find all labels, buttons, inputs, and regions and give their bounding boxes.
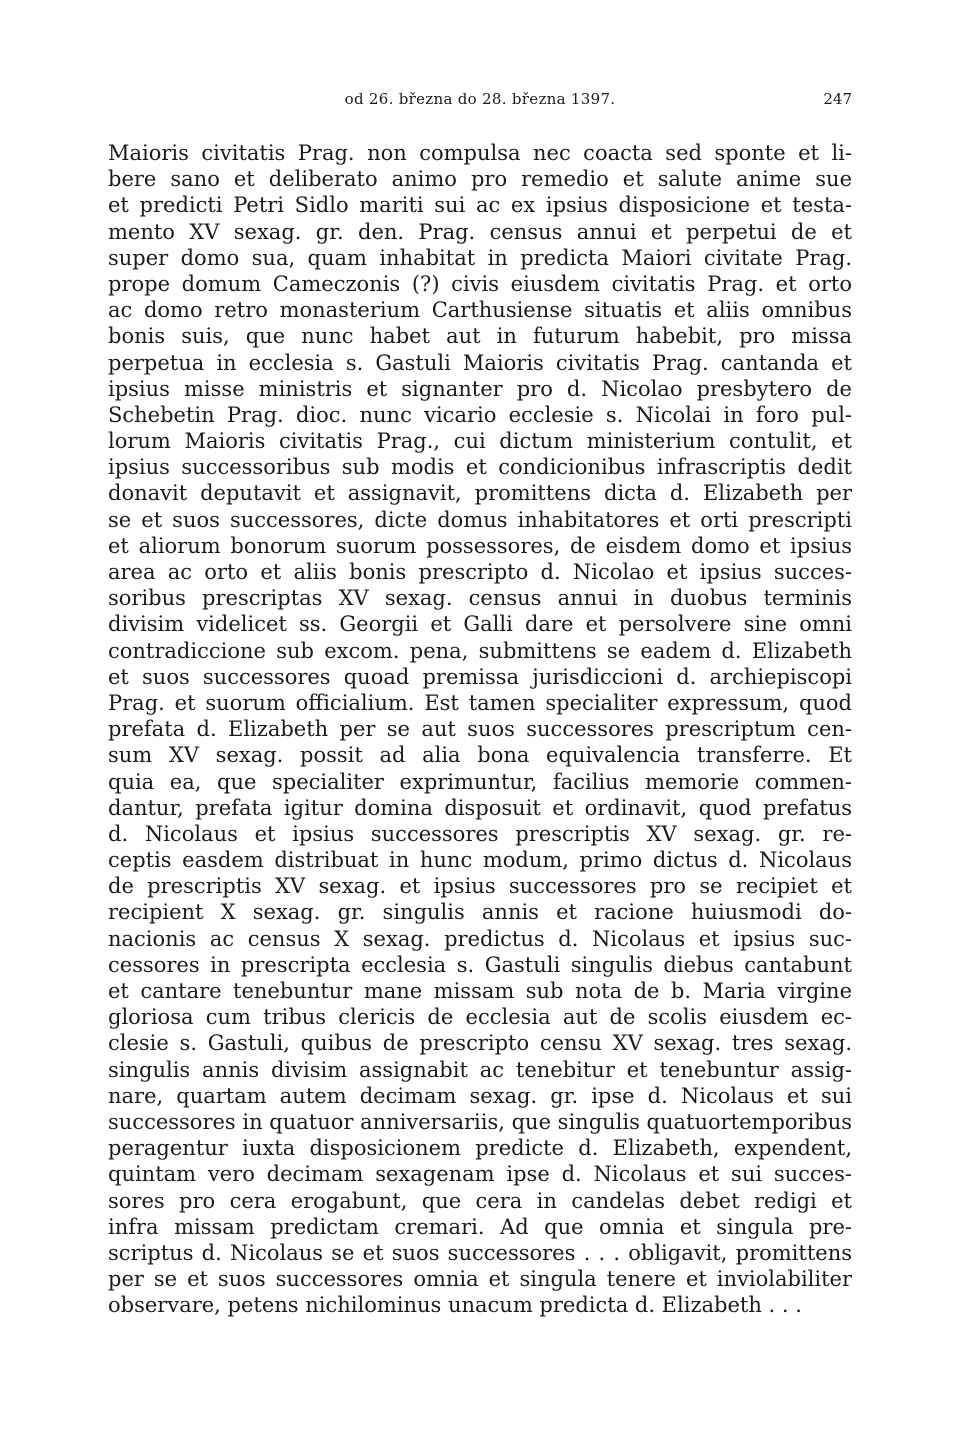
text-line: ceptis easdem distribuat in hunc modum, primo dictus d. Nicolaus bbox=[108, 848, 852, 873]
text-line: recipient X sexag. gr. singulis annis et racione huiusmodi do- bbox=[108, 900, 852, 925]
text-line: et suos successores quoad premissa jurisdiccioni d. archiepiscopi bbox=[108, 664, 852, 689]
body-text bbox=[108, 140, 852, 1318]
running-title: od 26. března do 28. března 1397. bbox=[344, 90, 616, 108]
text-line: contradiccione sub excom. pena, submittens se eadem d. Elizabeth bbox=[108, 638, 852, 663]
text-line: prefata d. Elizabeth per se aut suos successores prescriptum cen- bbox=[108, 717, 852, 742]
text-line: per se et suos successores omnia et singula tenere et inviolabiliter bbox=[108, 1267, 852, 1292]
text-line: se et suos successores, dicte domus inhabitatores et orti prescripti bbox=[108, 507, 852, 532]
text-line: scriptus d. Nicolaus se et suos successores . . . obligavit, promittens bbox=[108, 1240, 852, 1265]
text-line: ipsius misse ministris et signanter pro d. Nicolao presbytero de bbox=[108, 376, 852, 401]
text-line: Maioris civitatis Prag. non compulsa nec coacta sed sponte et li- bbox=[108, 141, 852, 165]
text-line: d. Nicolaus et ipsius successores prescriptis XV sexag. gr. re- bbox=[108, 821, 852, 846]
text-line: dantur, prefata igitur domina disposuit et ordinavit, quod prefatus bbox=[108, 795, 852, 820]
text-line: sum XV sexag. possit ad alia bona equivalencia transferre. Et bbox=[108, 743, 852, 768]
text-line: divisim videlicet ss. Georgii et Galli dare et persolvere sine omni bbox=[108, 612, 852, 637]
text-line: singulis annis divisim assignabit ac tenebitur et tenebuntur assig- bbox=[108, 1057, 852, 1082]
text-line: clesie s. Gastuli, quibus de prescripto censu XV sexag. tres sexag. bbox=[108, 1031, 852, 1056]
text-line: cessores in prescripta ecclesia s. Gastuli singulis diebus cantabunt bbox=[108, 952, 852, 977]
text-line: bere sano et deliberato animo pro remedio et salute anime sue bbox=[108, 167, 852, 192]
text-line: mento XV sexag. gr. den. Prag. census annui et perpetui de et bbox=[108, 219, 852, 244]
text-line: quia ea, que specialiter exprimuntur, facilius memorie commen- bbox=[108, 769, 852, 794]
text-line: soribus prescriptas XV sexag. census annui in duobus terminis bbox=[108, 586, 852, 611]
text-line: peragentur iuxta disposicionem predicte d. Elizabeth, expendent, bbox=[108, 1136, 852, 1161]
text-line: prope domum Cameczonis (?) civis eiusdem civitatis Prag. et orto bbox=[108, 271, 852, 296]
text-line: Prag. et suorum officialium. Est tamen specialiter expressum, quod bbox=[108, 690, 852, 715]
text-line: lorum Maioris civitatis Prag., cui dictum ministerium contulit, et bbox=[108, 429, 852, 454]
text-line: ipsius successoribus sub modis et condicionibus infrascriptis dedit bbox=[108, 455, 852, 480]
text-line: gloriosa cum tribus clericis de ecclesia aut de scolis eiusdem ec- bbox=[108, 1005, 852, 1030]
text-line: sores pro cera erogabunt, que cera in candelas debet redigi et bbox=[108, 1188, 852, 1213]
page-number: 247 bbox=[823, 90, 852, 108]
text-line: quintam vero decimam sexagenam ipse d. Nicolaus et sui succes- bbox=[108, 1162, 852, 1187]
text-line: et predicti Petri Sidlo mariti sui ac ex ipsius disposicione et testa- bbox=[108, 193, 852, 218]
text-line: perpetua in ecclesia s. Gastuli Maioris civitatis Prag. cantanda et bbox=[108, 350, 852, 375]
text-line: ac domo retro monasterium Carthusiense situatis et aliis omnibus bbox=[108, 298, 852, 323]
running-header bbox=[108, 90, 852, 112]
text-line: nare, quartam autem decimam sexag. gr. ipse d. Nicolaus et sui bbox=[108, 1083, 852, 1108]
text-line: super domo sua, quam inhabitat in predicta Maiori civitate Prag. bbox=[108, 245, 852, 270]
text-line: bonis suis, que nunc habet aut in futurum habebit, pro missa bbox=[108, 324, 852, 349]
text-line: area ac orto et aliis bonis prescripto d. Nicolao et ipsius succes- bbox=[108, 560, 852, 584]
text-line: Schebetin Prag. dioc. nunc vicario ecclesie s. Nicolai in foro pul- bbox=[108, 402, 852, 427]
text-line: et aliorum bonorum suorum possessores, de eisdem domo et ipsius bbox=[108, 533, 852, 558]
text-line: nacionis ac census X sexag. predictus d. Nicolaus et ipsius suc- bbox=[108, 926, 852, 951]
text-line: donavit deputavit et assignavit, promittens dicta d. Elizabeth per bbox=[108, 481, 852, 506]
text-line: de prescriptis XV sexag. et ipsius successores pro se recipiet et bbox=[108, 874, 852, 899]
text-line-last: observare, petens nichilominus unacum predicta d. Elizabeth . . . bbox=[108, 1293, 802, 1318]
text-line: successores in quatuor anniversariis, que singulis quatuortemporibus bbox=[108, 1109, 853, 1134]
text-line: infra missam predictam cremari. Ad que omnia et singula pre- bbox=[108, 1214, 852, 1239]
text-line: et cantare tenebuntur mane missam sub nota de b. Maria virgine bbox=[108, 979, 852, 1003]
